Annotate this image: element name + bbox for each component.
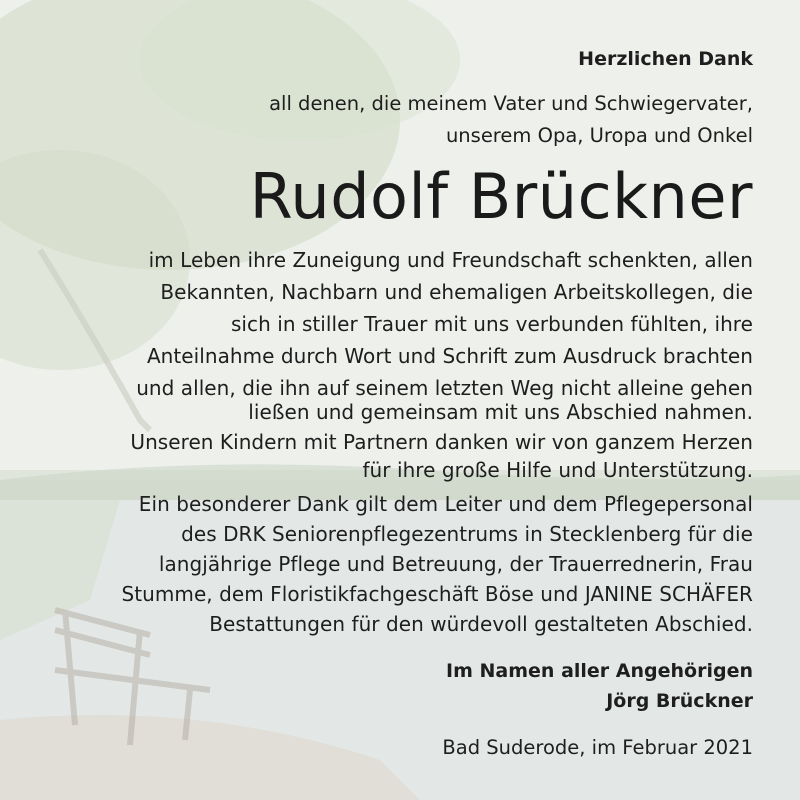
paragraph-line: sich in stiller Trauer mit uns verbunden fühlten, ihre: [230, 312, 753, 336]
paragraph-line: Anteilnahme durch Wort und Schrift zum Ausdruck brachten: [146, 344, 753, 368]
paragraph-line: im Leben ihre Zuneigung und Freundschaft schenkten, allen: [148, 248, 753, 272]
deceased-name: Rudolf Brückner: [249, 160, 753, 233]
paragraph-line: für ihre große Hilfe und Unterstützung.: [362, 458, 753, 482]
signature-line: Im Namen aller Angehörigen: [446, 660, 753, 682]
intro-line: all denen, die meinem Vater und Schwiegervater,: [269, 92, 753, 115]
paragraph-line: und allen, die ihn auf seinem letzten Weg nicht alleine gehen: [136, 376, 753, 400]
paragraph-line: Unseren Kindern mit Partnern danken wir von ganzem Herzen: [130, 430, 753, 454]
paragraph-line: ließen und gemeinsam mit uns Abschied nahmen.: [248, 400, 753, 424]
paragraph-line: Ein besonderer Dank gilt dem Leiter und dem Pflegepersonal: [138, 492, 753, 516]
heading: Herzlichen Dank: [578, 48, 753, 70]
paragraph-line: des DRK Seniorenpflegezentrums in Stecklenberg für die: [181, 522, 753, 546]
place-date: Bad Suderode, im Februar 2021: [442, 736, 753, 759]
signature-name: Jörg Brückner: [606, 690, 753, 712]
paragraph-line: Stumme, dem Floristikfachgeschäft Böse und JANINE SCHÄFER: [121, 582, 753, 606]
intro-line: unserem Opa, Uropa und Onkel: [445, 124, 753, 147]
paragraph-line: Bekannten, Nachbarn und ehemaligen Arbeitskollegen, die: [160, 280, 753, 304]
paragraph-line: langjährige Pflege und Betreuung, der Trauerrednerin, Frau: [158, 552, 753, 576]
paragraph-line: Bestattungen für den würdevoll gestalteten Abschied.: [209, 612, 753, 636]
